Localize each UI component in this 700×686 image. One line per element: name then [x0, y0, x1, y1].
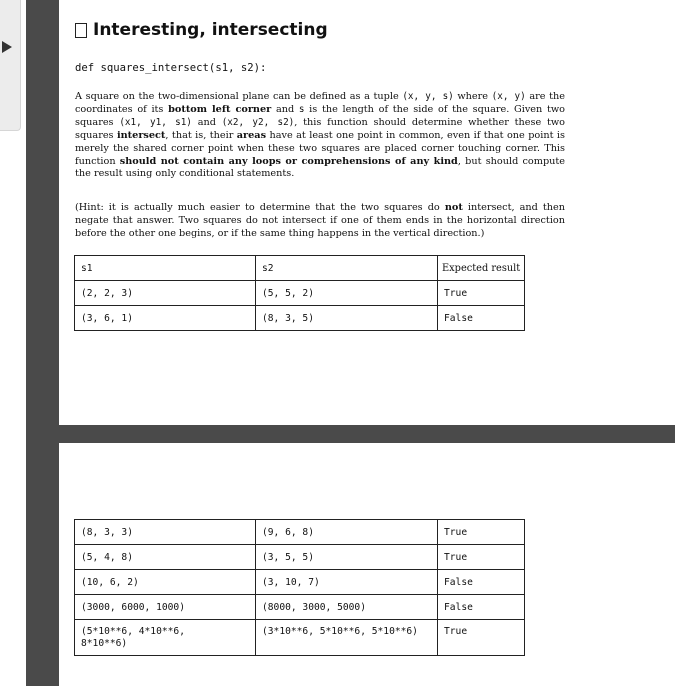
bold-text: intersect — [116, 129, 166, 141]
left-margin-bar — [26, 0, 59, 686]
inline-code: (x, y, s) — [402, 91, 454, 102]
header-s1: s1 — [75, 256, 256, 281]
text-run: where — [453, 91, 492, 102]
expand-arrow-icon[interactable] — [2, 41, 12, 53]
text-run: A square on the two-dimensional plane can be defined as a tuple — [75, 91, 403, 102]
cell-result: False — [438, 570, 525, 595]
text-run: and — [271, 103, 299, 115]
inline-code: s — [298, 103, 305, 115]
description-paragraph — [75, 91, 565, 181]
cell-s1: (3000, 6000, 1000) — [75, 595, 256, 620]
cell-s2: (9, 6, 8) — [256, 520, 438, 545]
header-expected-result: Expected result — [438, 256, 525, 281]
cell-result: True — [438, 620, 525, 656]
cell-s1: (5, 4, 8) — [75, 545, 256, 570]
page-break-bar — [26, 425, 675, 443]
cell-result: True — [438, 545, 525, 570]
cell-s2: (3, 10, 7) — [256, 570, 438, 595]
text-run: intersect, and then negate that answer. Two squares do not intersect if one of them ends in the horizontal direction before the other one begins, or if the same thing happens in the vertical direction.) — [75, 202, 565, 239]
bold-text: bottom left corner — [168, 103, 272, 115]
cell-result: False — [438, 306, 525, 331]
table-row — [75, 306, 525, 331]
text-run: , this function should determine whether these two squares — [75, 116, 566, 141]
inline-code: (x, y) — [491, 91, 526, 102]
cell-result: False — [438, 595, 525, 620]
table-row — [75, 595, 525, 620]
text-run: and — [191, 116, 222, 128]
examples-table-page1 — [74, 255, 525, 331]
section-heading — [75, 20, 328, 40]
side-panel-tab[interactable] — [0, 0, 21, 131]
checkbox-glyph-icon — [75, 23, 87, 38]
table-row — [75, 545, 525, 570]
bold-text: areas — [236, 129, 267, 141]
cell-s1: (8, 3, 3) — [75, 520, 256, 545]
cell-s2: (8, 3, 5) — [256, 306, 438, 331]
cell-s1: (5*10**6, 4*10**6, 8*10**6) — [75, 620, 256, 656]
table-row — [75, 281, 525, 306]
bold-text: should not contain any loops or comprehensions of any kind — [119, 155, 458, 167]
examples-table-page2 — [74, 519, 525, 656]
table-header-row — [75, 256, 525, 281]
cell-s1: (2, 2, 3) — [75, 281, 256, 306]
hint-paragraph — [75, 202, 565, 241]
text-run: are the coordinates of its — [75, 91, 565, 115]
table-row — [75, 620, 525, 656]
table-row — [75, 570, 525, 595]
cell-result: True — [438, 520, 525, 545]
cell-s2: (3, 5, 5) — [256, 545, 438, 570]
header-s2: s2 — [256, 256, 438, 281]
table-row — [75, 520, 525, 545]
text-run: , but should compute the result using only conditional statements. — [75, 155, 566, 180]
cell-s2: (5, 5, 2) — [256, 281, 438, 306]
text-run: have at least one point in common, even if that one point is merely the shared corner point when these two squares are placed corner touching corner. This function — [75, 129, 565, 167]
heading-text: Interesting, intersecting — [93, 20, 328, 40]
text-run: is the length of the side of the square. Given two squares — [75, 103, 565, 128]
inline-code: (x1, y1, s1) — [119, 116, 192, 128]
text-run: (Hint: it is actually much easier to determine that the two squares do — [75, 202, 445, 213]
cell-s2: (8000, 3000, 5000) — [256, 595, 438, 620]
text-run: , that is, their — [165, 129, 237, 141]
function-signature: def squares_intersect(s1, s2): — [75, 62, 267, 74]
cell-s1: (3, 6, 1) — [75, 306, 256, 331]
cell-s1: (10, 6, 2) — [75, 570, 256, 595]
cell-s2: (3*10**6, 5*10**6, 5*10**6) — [256, 620, 438, 656]
cell-result: True — [438, 281, 525, 306]
inline-code: (x2, y2, s2) — [221, 116, 295, 128]
bold-text: not — [444, 202, 463, 213]
